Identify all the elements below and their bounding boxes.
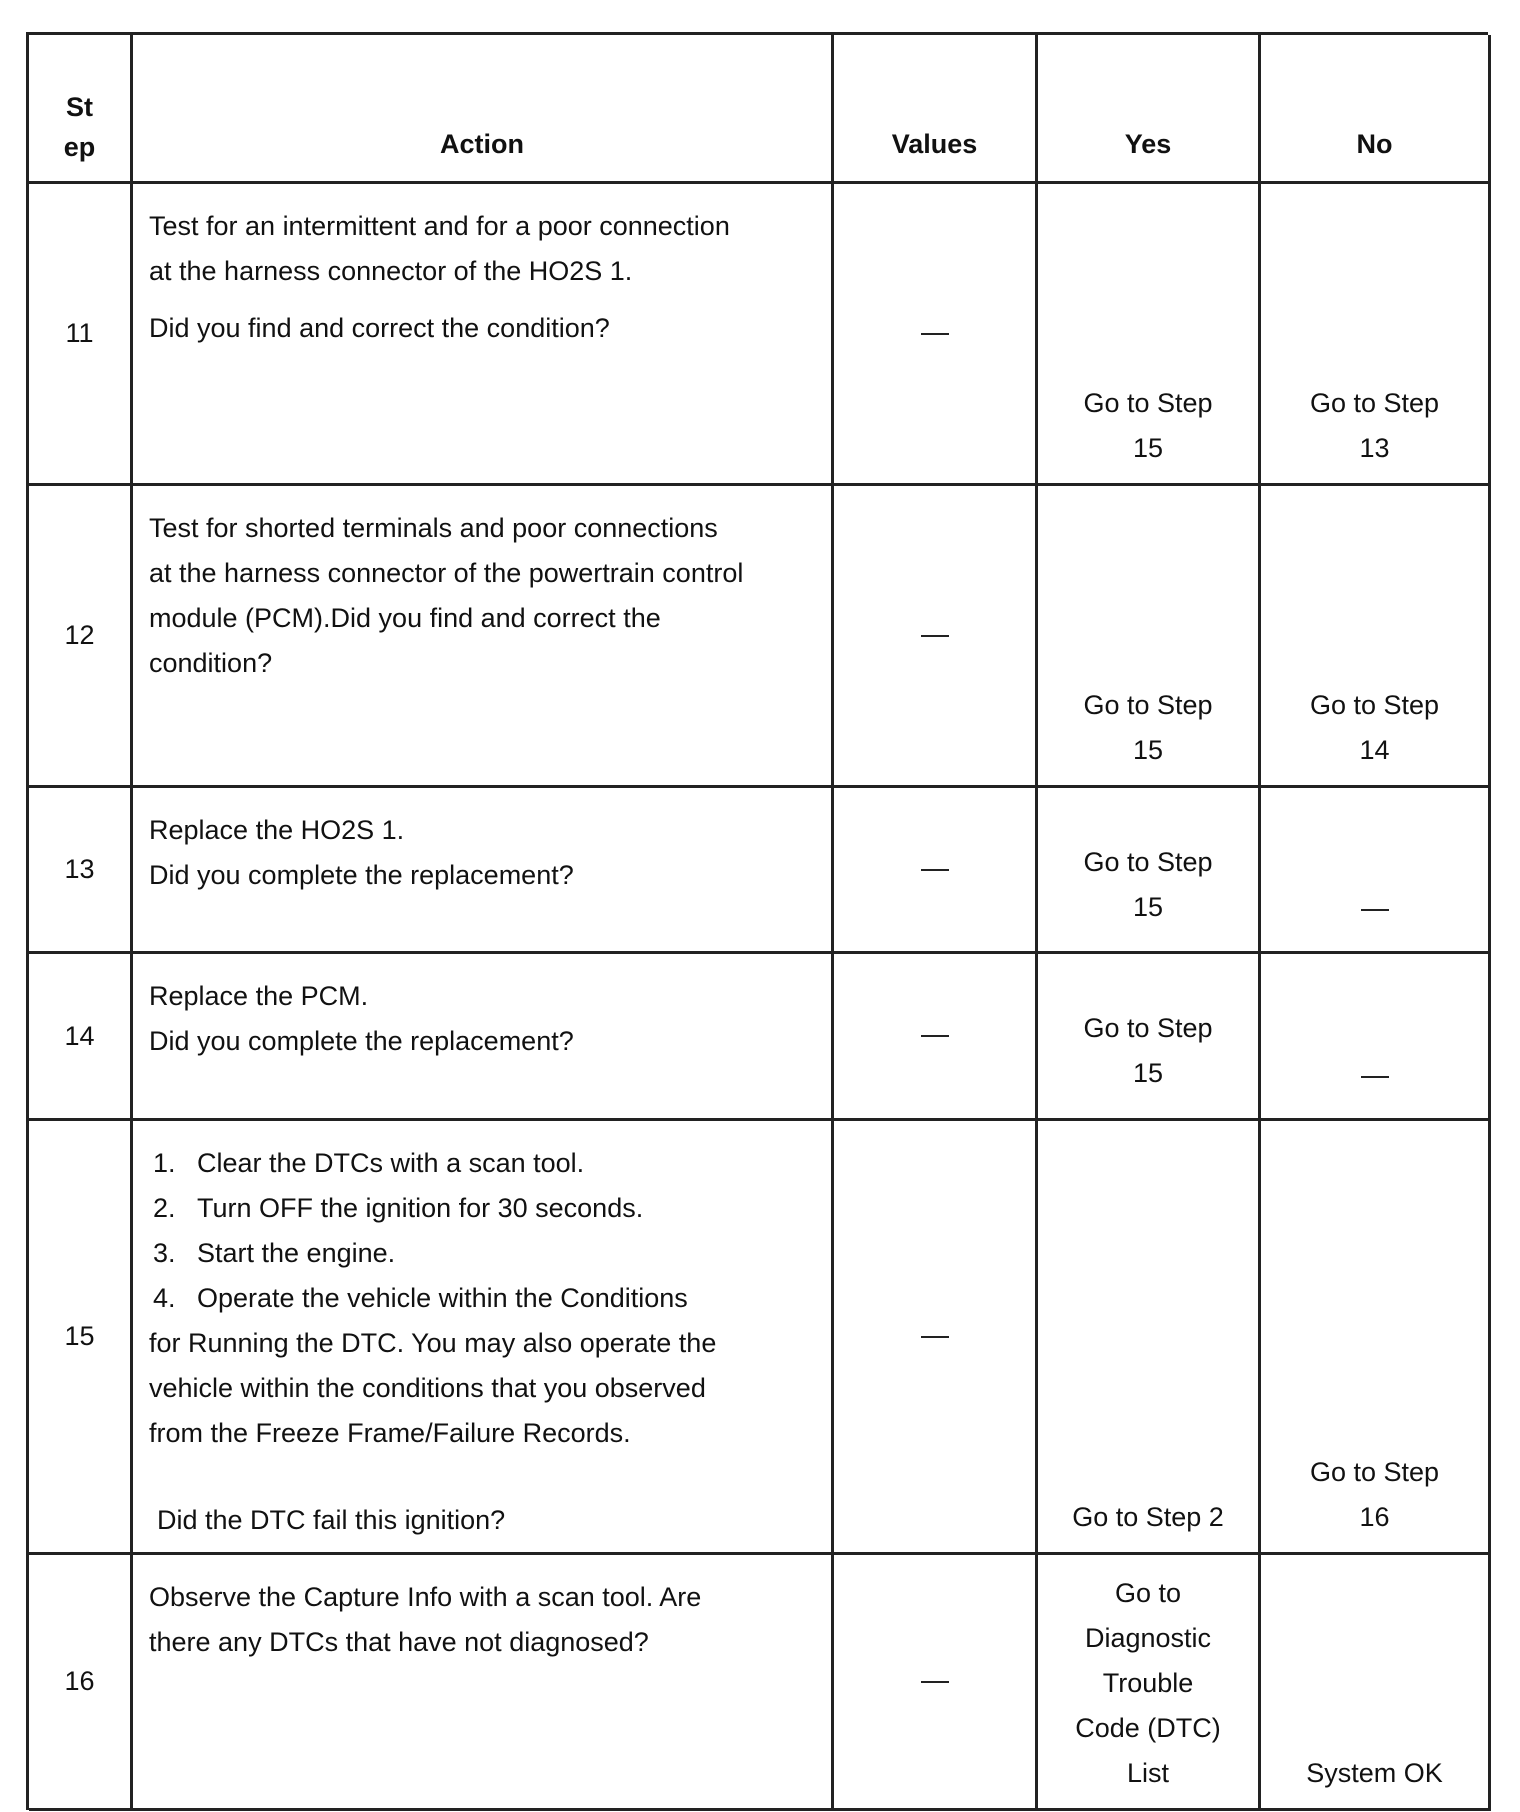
yes-line: Code (DTC) [1075, 1713, 1221, 1743]
list-number: 4. [153, 1283, 176, 1313]
step-number: 15 [29, 1121, 133, 1555]
yes-cell [1038, 954, 1261, 1121]
action-cell [133, 954, 834, 1121]
table-grid [26, 32, 1488, 1810]
list-item [149, 1186, 817, 1231]
list-text: Turn OFF the ignition for 30 seconds. [197, 1193, 644, 1223]
dash-mark [921, 635, 949, 637]
action-line: module (PCM).Did you find and correct the [149, 603, 661, 633]
diagnostic-table [26, 32, 1488, 1810]
action-line: condition? [149, 648, 273, 678]
action-cell [133, 486, 834, 788]
yes-line: Go to Step 2 [1072, 1502, 1224, 1532]
list-text: Clear the DTCs with a scan tool. [197, 1148, 585, 1178]
step-number: 16 [29, 1555, 133, 1811]
yes-cell [1038, 1121, 1261, 1555]
yes-cell [1038, 788, 1261, 954]
list-item [149, 1231, 817, 1276]
action-line: at the harness connector of the HO2S 1. [149, 256, 633, 286]
no-line: 16 [1359, 1502, 1390, 1532]
no-line: 14 [1359, 735, 1390, 765]
yes-line: Go to [1114, 1578, 1182, 1608]
yes-cell [1038, 1555, 1261, 1811]
header-no-label: No [1356, 129, 1393, 159]
header-yes-label: Yes [1124, 129, 1172, 159]
no-line: 13 [1359, 433, 1390, 463]
yes-line: 15 [1132, 891, 1164, 922]
header-values [834, 35, 1038, 184]
yes-line: Go to Step [1083, 846, 1213, 877]
list-text: Operate the vehicle within the Conditions [197, 1283, 688, 1313]
header-no [1261, 35, 1491, 184]
procedure-list [149, 1141, 817, 1321]
yes-line: Diagnostic [1084, 1623, 1212, 1653]
dash-mark [921, 333, 949, 335]
step-number: 12 [29, 486, 133, 788]
no-line: System OK [1306, 1758, 1443, 1788]
action-line: at the harness connector of the powertrain control [149, 558, 744, 588]
action-cell [133, 184, 834, 486]
no-cell [1261, 788, 1491, 954]
action-line: from the Freeze Frame/Failure Records. [149, 1418, 631, 1448]
header-action [133, 35, 834, 184]
values-cell [834, 1555, 1038, 1811]
action-line: Did you complete the replacement? [149, 860, 574, 890]
yes-cell [1038, 486, 1261, 788]
yes-line: Go to Step [1083, 388, 1213, 418]
list-number: 3. [153, 1238, 176, 1268]
step-number: 13 [29, 788, 133, 954]
dash-mark [921, 1336, 949, 1338]
no-cell [1261, 954, 1491, 1121]
action-question: Did you find and correct the condition? [149, 313, 610, 343]
action-line: Test for an intermittent and for a poor connection [149, 211, 730, 241]
no-line: Go to Step [1309, 388, 1440, 418]
yes-line: 15 [1132, 1058, 1164, 1088]
values-cell [834, 184, 1038, 486]
header-step-line1: St [66, 92, 93, 122]
action-line: Replace the HO2S 1. [149, 815, 405, 845]
dash-mark [921, 869, 949, 871]
values-cell [834, 954, 1038, 1121]
action-cell [133, 1121, 834, 1555]
list-item [149, 1141, 817, 1186]
list-number: 2. [153, 1193, 176, 1223]
yes-cell [1038, 184, 1261, 486]
action-cell [133, 1555, 834, 1811]
action-line: there any DTCs that have not diagnosed? [149, 1627, 649, 1657]
action-line: Observe the Capture Info with a scan tool. Are [149, 1582, 702, 1612]
yes-line: List [1126, 1758, 1170, 1788]
yes-line: 15 [1132, 433, 1164, 463]
no-cell [1261, 1555, 1491, 1811]
header-step-line2: ep [63, 132, 96, 162]
list-text: Start the engine. [197, 1238, 396, 1268]
action-cell [133, 788, 834, 954]
list-item [149, 1276, 817, 1321]
yes-line: 15 [1132, 735, 1164, 765]
no-line: Go to Step [1309, 1457, 1440, 1487]
no-cell [1261, 1121, 1491, 1555]
action-line: Test for shorted terminals and poor connections [149, 513, 718, 543]
action-line: Replace the PCM. [149, 981, 369, 1011]
step-number: 14 [29, 954, 133, 1121]
action-line: for Running the DTC. You may also operate the [149, 1328, 717, 1358]
dash-mark [921, 1681, 949, 1683]
dash-mark [1361, 1076, 1389, 1078]
action-line: Did you complete the replacement? [149, 1026, 574, 1056]
action-question: Did the DTC fail this ignition? [157, 1505, 506, 1535]
no-cell [1261, 184, 1491, 486]
dash-mark [921, 1035, 949, 1037]
no-cell [1261, 486, 1491, 788]
yes-line: Go to Step [1083, 1013, 1213, 1043]
yes-line: Go to Step [1083, 690, 1213, 720]
header-action-label: Action [440, 129, 524, 159]
yes-line: Trouble [1102, 1668, 1194, 1698]
header-step [29, 35, 133, 184]
values-cell [834, 1121, 1038, 1555]
header-yes [1038, 35, 1261, 184]
list-number: 1. [153, 1148, 176, 1178]
action-line: vehicle within the conditions that you observed [149, 1373, 706, 1403]
step-number: 11 [29, 184, 133, 486]
header-values-label: Values [891, 129, 978, 159]
values-cell [834, 486, 1038, 788]
no-line: Go to Step [1309, 690, 1440, 720]
values-cell [834, 788, 1038, 954]
dash-mark [1361, 909, 1389, 911]
